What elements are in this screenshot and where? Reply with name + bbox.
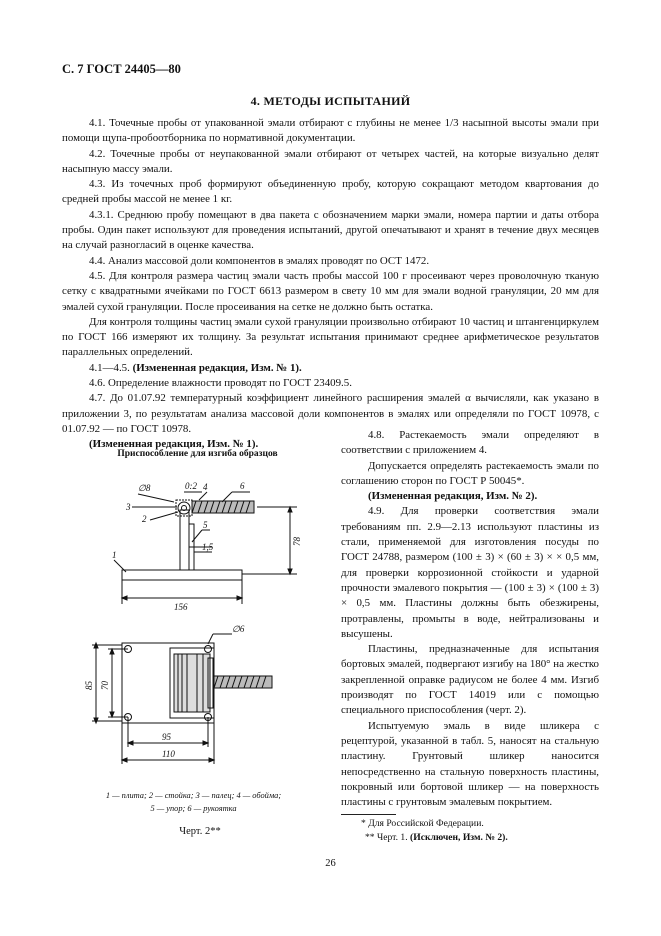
paragraph-4-3: 4.3. Из точечных проб формируют объединенную пробу, которую сокращают методом квартования до средней пробы массой не менее 1 кг. (62, 178, 599, 206)
legend-line-2: 5 — упор; 6 — рукоятка (150, 804, 237, 813)
amendment-ref: 4.1—4.5. (89, 361, 130, 374)
paragraph-4-4: 4.4. Анализ массовой доли компонентов в эмалях проводят по ОСТ 1472. (89, 254, 430, 267)
base-plate-side (122, 570, 242, 580)
paragraph-4-6: 4.6. Определение влажности проводят по ГОСТ 23409.5. (89, 377, 352, 390)
paragraph-4-9-b: Пластины, предназначенные для испытания бортовых эмалей, подвергают изгибу на 180° на жестко закрепленной оправке радиусом не более 4 мм. Изгиб производят по ГОСТ 14019 или с помощью специального приспособления (черт. 2). (341, 643, 599, 717)
amendment-note: (Измененная редакция, Изм. № 1). (132, 361, 302, 374)
page-number: 26 (325, 858, 336, 869)
amendment-4-8: (Измененная редакция, Изм. № 2). (368, 490, 538, 503)
label-1: 1 (112, 550, 117, 560)
paragraph-4-1: 4.1. Точечные пробы от упакованной эмали отбирают с глубины не менее 1/3 насыпной высоты эмали при помощи щупа-пробоотборника по нормативной документации. (62, 117, 599, 145)
handle-side (192, 501, 254, 513)
dim-d8: ∅8 (138, 483, 151, 493)
footnote-2-ref: ** Черт. 1. (365, 831, 408, 843)
paragraph-4-8: 4.8. Растекаемость эмали определяют в соответствии с приложением 4. (341, 429, 599, 457)
dim-d110: 110 (162, 749, 175, 759)
paragraph-4-3-1: 4.3.1. Среднюю пробу помещают в два пакета с обозначением марки эмали, номера партии и даты отбора пробы. Один пакет используют для проведения испытаний, другой опечатывают и хранят в течение двух месяцев на случай разногласий в оценке качества. (62, 208, 599, 252)
paragraph-4-2: 4.2. Точечные пробы от неупакованной эмали отбирают от четырех частей, на которые визуально делят насыпную массу эмали. (62, 147, 599, 175)
paragraph-4-5-thickness: Для контроля толщины частиц эмали сухой грануляции произвольно отбирают 10 частиц и штангенциркулем по ГОСТ 166 измеряют их толщину. За результат испытания принимают среднее арифметическое результатов параллельных определений. (62, 315, 599, 359)
paragraph-4-8-b: Допускается определять растекаемость эмали по соглашению сторон по ГОСТ Р 50045*. (341, 459, 599, 487)
label-5: 5 (203, 520, 208, 530)
dim-d78: 78 (292, 537, 302, 546)
amendment-4-1-4-5 (62, 361, 599, 376)
dim-d95: 95 (162, 732, 171, 742)
footnote-2-note: (Исключен, Изм. № 2). (410, 831, 508, 843)
section-title: 4. МЕТОДЫ ИСПЫТАНИЙ (250, 94, 411, 108)
dim-d6: ∅6 (232, 624, 245, 634)
figure-title: Приспособление для изгиба образцов (117, 449, 278, 459)
dim-d85: 85 (84, 681, 94, 690)
label-2: 2 (142, 514, 147, 524)
bending-fixture-drawing (62, 462, 322, 772)
dim-d156: 156 (174, 602, 188, 612)
page-header: С. 7 ГОСТ 24405—80 (62, 62, 181, 76)
paragraph-4-9: 4.9. Для проверки соответствия эмали требованиям пп. 2.9—2.13 используют пластины из стали, применяемой для изготовления посуды по ГОСТ 24788, размером (100 ± 3) × (60 ± 3) × × 0,5 мм, для проверки коррозионной стойкости и ударной прочности эмалевого покрытия — (100 ± 3) × (100 ± 3) × 0,5 мм. Пластины должны быть обезжирены, протравлены, промыты в воде, нейтрализованы и высушены. (341, 505, 599, 640)
footnotes (341, 817, 599, 844)
footnote-1: * Для Российской Федерации. (361, 818, 484, 829)
label-3: 3 (126, 502, 131, 512)
footnote-rule (341, 814, 396, 815)
paragraph-4-7: 4.7. До 01.07.92 температурный коэффициент линейного расширения эмалей α вычисляли, как указано в приложении 3, по результатам анализа массовой доли компонентов в эмалях или определяли по ГОСТ 10978, с 01.07.92 — по ГОСТ 10978. (62, 392, 599, 435)
amendment-4-7: (Измененная редакция, Изм. № 1). (89, 438, 259, 451)
main-text (62, 116, 599, 453)
paragraph-4-5: 4.5. Для контроля размера частиц эмали часть пробы массой 100 г просеивают через проволочную тканую сетку с квадратными ячейками по ГОСТ 6613 размером в свету 10 мм для эмали водной грануляции, 20 мм для эмалей сухой грануляции. После просеивания на сетке не должно быть остатка. (62, 269, 599, 313)
legend-line-1: 1 — плита; 2 — стойка; 3 — палец; 4 — обойма; (105, 791, 282, 800)
dim-d15: 1,5 (202, 542, 214, 552)
label-6: 6 (240, 481, 245, 491)
figure-caption: Черт. 2** (179, 826, 221, 837)
footnote-2 (341, 831, 599, 845)
paragraph-4-9-c: Испытуемую эмаль в виде шликера с рецептурой, указанной в табл. 5, наносят на стальную пластину. Грунтовый шликер наносится непосредственно на стальную поверхность пластины, покровный или бортовой шликер — на поверхность пластины с грунтовым эмалевым покрытием. (341, 719, 599, 809)
dim-d70: 70 (100, 681, 110, 690)
right-column-text (341, 428, 599, 810)
dim-d02: 0:2 (185, 481, 197, 491)
stand-side (180, 510, 189, 570)
label-4: 4 (203, 482, 208, 492)
figure-legend (86, 789, 301, 815)
handle-plan (214, 676, 272, 688)
